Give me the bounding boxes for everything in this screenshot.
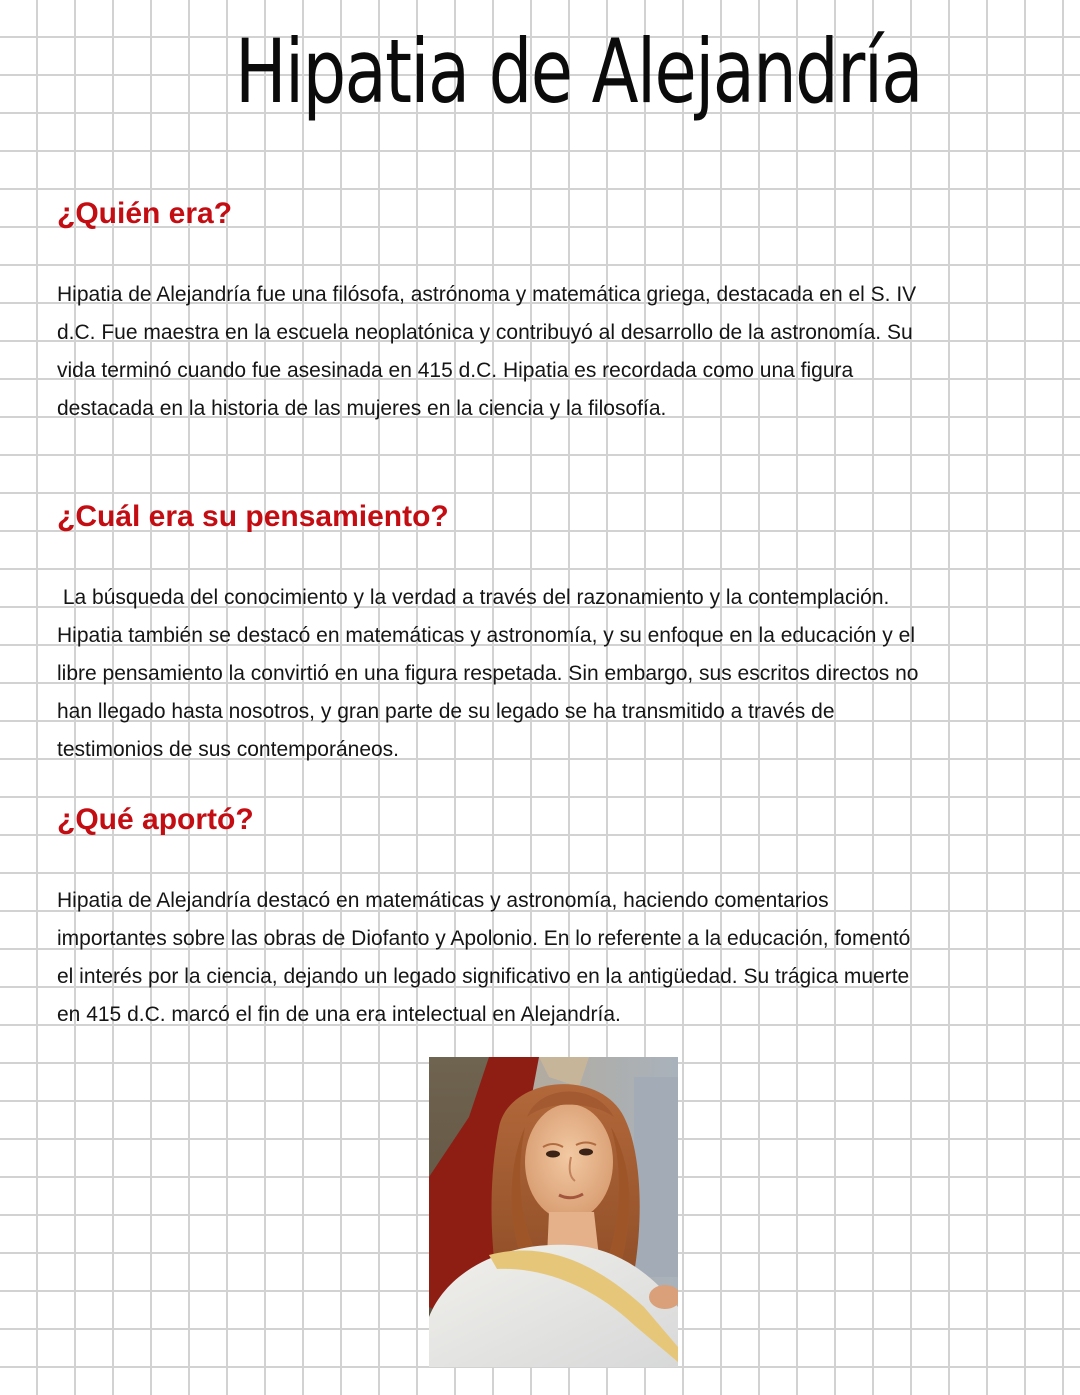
section-heading-pensamiento: ¿Cuál era su pensamiento? [57,500,449,533]
section-paragraph-pensamiento [57,579,1037,769]
paragraph-line: el interés por la ciencia, dejando un legado significativo en la antigüedad. Su trágica muerte [57,965,910,988]
paragraph-line: en 415 d.C. marcó el fin de una era intelectual en Alejandría. [57,1003,621,1026]
paragraph-line: testimonios de sus contemporáneos. [57,738,400,761]
paragraph-line: Hipatia también se destacó en matemáticas y astronomía, y su enfoque en la educación y el [57,624,915,647]
paragraph-line: d.C. Fue maestra en la escuela neoplatónica y contribuyó al desarrollo de la astronomía. Su [57,321,913,344]
paragraph-line: Hipatia de Alejandría destacó en matemáticas y astronomía, haciendo comentarios [57,889,829,912]
paragraph-line: La búsqueda del conocimiento y la verdad a través del razonamiento y la contemplación. [57,586,890,609]
section-heading-que-aporto: ¿Qué aportó? [57,803,254,836]
paragraph-line: libre pensamiento la convirtió en una figura respetada. Sin embargo, sus escritos directos no [57,662,919,685]
paragraph-line: han llegado hasta nosotros, y gran parte de su legado se ha transmitido a través de [57,700,835,723]
paragraph-line: Hipatia de Alejandría fue una filósofa, astrónoma y matemática griega, destacada en el S. IV [57,283,917,306]
section-paragraph-quien-era [57,276,1037,428]
section-heading-quien-era: ¿Quién era? [57,197,233,230]
paragraph-line: destacada en la historia de las mujeres en la ciencia y la filosofía. [57,397,667,420]
paragraph-line: vida terminó cuando fue asesinada en 415 d.C. Hipatia es recordada como una figura [57,359,854,382]
page-title: Hipatia de Alejandría [235,20,922,123]
portrait-painting-icon [429,1057,678,1367]
paragraph-line: importantes sobre las obras de Diofanto y Apolonio. En lo referente a la educación, fomentó [57,927,911,950]
portrait-image [429,1057,678,1367]
section-paragraph-que-aporto [57,882,1037,1034]
